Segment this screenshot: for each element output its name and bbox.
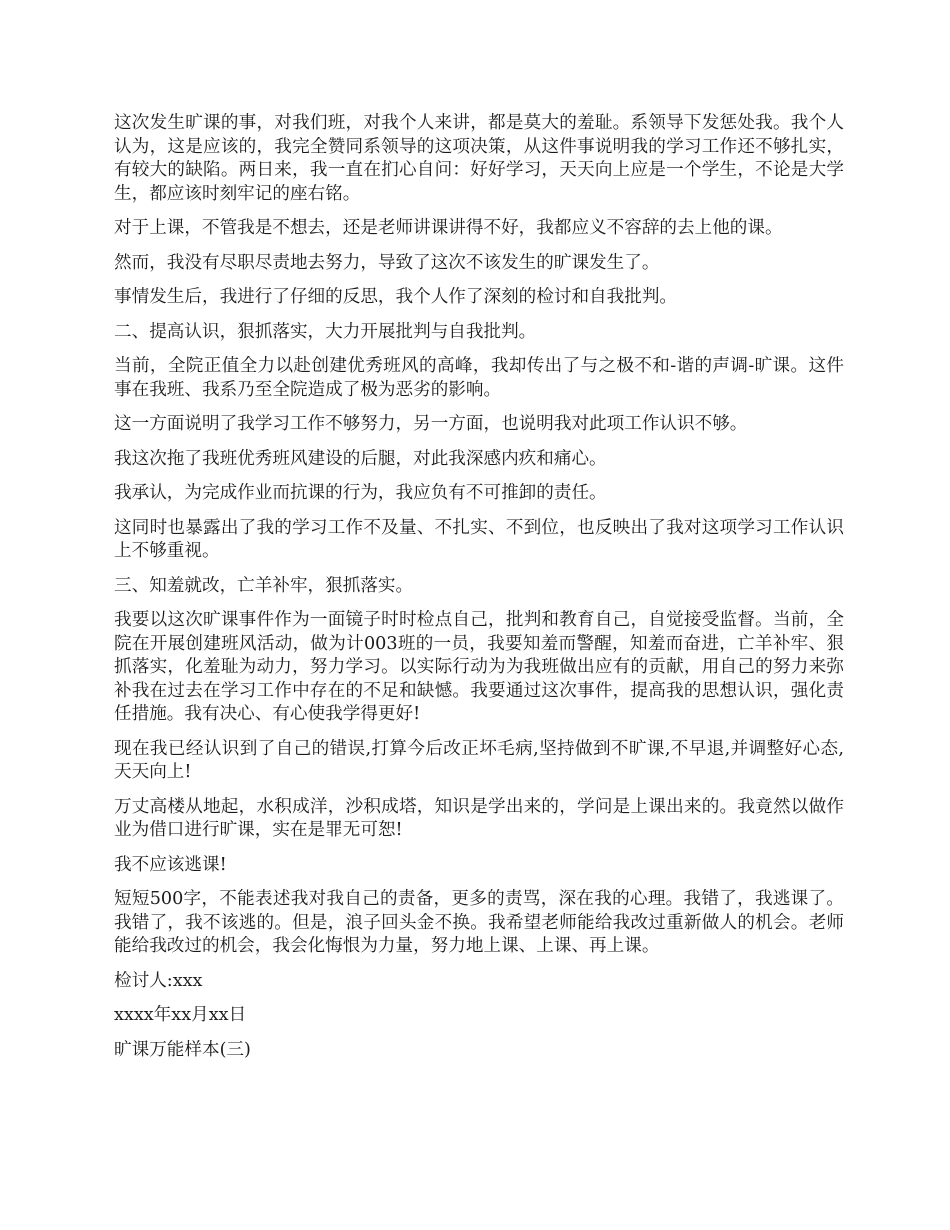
paragraph-10: 这同时也暴露出了我的学习工作不及量、不扎实、不到位，也反映出了我对这项学习工作认识上不够重视。 [114, 517, 844, 561]
section-heading-2: 二、提高认识，狠抓落实，大力开展批判与自我批判。 [114, 321, 537, 342]
signature-line: 检讨人:xxx [114, 970, 203, 991]
paragraph-3: 然而，我没有尽职尽责地去努力，导致了这次不该发生的旷课发生了。 [114, 252, 660, 273]
paragraph-16: 短短500字，不能表述我对我自己的责备，更多的责骂，深在我的心理。我错了，我逃课了。我错了，我不该逃的。但是，浪子回头金不换。我希望老师能给我改过重新做人的机会。老师能给我改过的机会，我会化悔恨为力量，努力地上课、上课、再上课。 [114, 889, 844, 956]
paragraph-12: 我要以这次旷课事件作为一面镜子时时检点自己，批判和教育自己，自觉接受监督。当前，全院在开展创建班风活动，做为计003班的一员，我要知羞而警醒，知羞而奋进，亡羊补牢、狠抓落实，化羞耻为动力，努力学习。以实际行动为为我班做出应有的贡献，用自己的努力来弥补我在过去在学习工作中存在的不足和缺憾。我要通过这次事件，提高我的思想认识，强化责任措施。我有决心、有心使我学得更好! [114, 610, 844, 724]
paragraph-1: 这次发生旷课的事，对我们班，对我个人来讲，都是莫大的羞耻。系领导下发惩处我。我个人认为，这是应该的，我完全赞同系领导的这项决策，从这件事说明我的学习工作还不够扎实，有较大的缺陷。两日来，我一直在扪心自问：好好学习，天天向上应是一个学生，不论是大学生，都应该时刻牢记的座右铭。 [114, 113, 844, 204]
paragraph-13: 现在我已经认识到了自己的错误,打算今后改正坏毛病,坚持做到不旷课,不早退,并调整好心态,天天向上! [114, 738, 844, 782]
paragraph-15: 我不应该逃课! [114, 854, 227, 875]
date-line: xxxx年xx月xx日 [114, 1005, 247, 1025]
document-body [114, 112, 844, 1073]
sample-title: 旷课万能样本(三) [114, 1039, 251, 1060]
paragraph-8: 我这次拖了我班优秀班风建设的后腿，对此我深感内疚和痛心。 [114, 448, 607, 469]
paragraph-4: 事情发生后，我进行了仔细的反思，我个人作了深刻的检讨和自我批判。 [114, 287, 678, 307]
paragraph-9: 我承认，为完成作业而抗课的行为，我应负有不可推卸的责任。 [114, 483, 607, 503]
paragraph-7: 这一方面说明了我学习工作不够努力，另一方面，也说明我对此项工作认识不够。 [114, 414, 748, 434]
paragraph-6: 当前，全院正值全力以赴创建优秀班风的高峰，我却传出了与之极不和-谐的声调-旷课。这件事在我班、我系乃至全院造成了极为恶劣的影响。 [114, 356, 844, 400]
section-heading-3: 三、知羞就改，亡羊补牢，狠抓落实。 [114, 575, 414, 596]
paragraph-14: 万丈高楼从地起，水积成洋，沙积成塔，知识是学出来的，学问是上课出来的。我竟然以做作业为借口进行旷课，实在是罪无可恕! [114, 796, 844, 840]
paragraph-2: 对于上课，不管我是不想去，还是老师讲课讲得不好，我都应义不容辞的去上他的课。 [114, 218, 783, 238]
